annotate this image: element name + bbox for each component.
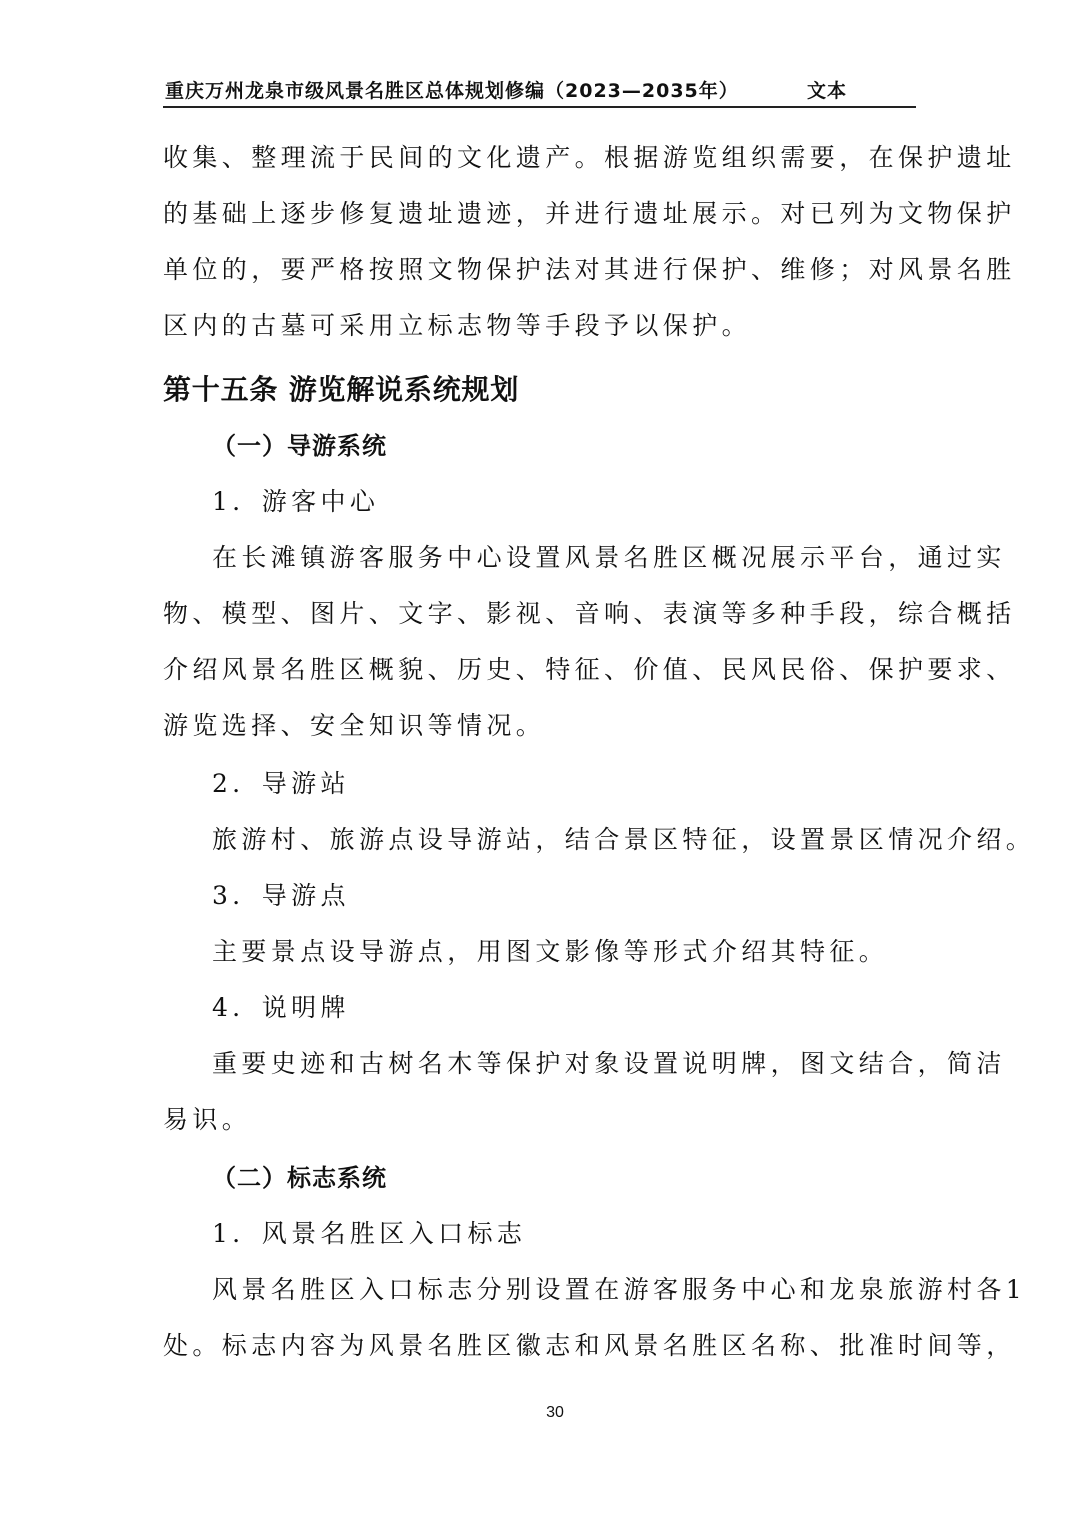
item-title: 4．说明牌 <box>212 993 350 1022</box>
body-line: 易识。 <box>163 1105 252 1134</box>
body-line: 的基础上逐步修复遗址遗迹，并进行遗址展示。对已列为文物保护 <box>163 199 1016 228</box>
body-line: 物、模型、图片、文字、影视、音响、表演等多种手段，综合概括 <box>163 599 1016 628</box>
body-line: 重要史迹和古树名木等保护对象设置说明牌，图文结合，简洁 <box>212 1049 1006 1078</box>
body-line: 主要景点设导游点，用图文影像等形式介绍其特征。 <box>212 937 889 966</box>
body-line: 游览选择、安全知识等情况。 <box>163 711 546 740</box>
body-line: 区内的古墓可采用立标志物等手段予以保护。 <box>163 311 752 340</box>
item-title: 1．游客中心 <box>212 487 380 516</box>
page-number: 30 <box>546 1404 564 1421</box>
section-title: （二）标志系统 <box>212 1164 387 1192</box>
document-type-label: 文本 <box>807 80 848 102</box>
body-line: 在长滩镇游客服务中心设置风景名胜区概况展示平台，通过实 <box>212 543 1006 572</box>
item-title: 2．导游站 <box>212 769 350 798</box>
body-line: 旅游村、旅游点设导游站，结合景区特征，设置景区情况介绍。 <box>212 825 1036 854</box>
document-title: 重庆万州龙泉市级风景名胜区总体规划修编（2023—2035年） <box>165 80 739 102</box>
body-line: 单位的，要严格按照文物保护法对其进行保护、维修；对风景名胜 <box>163 255 1016 284</box>
body-line: 收集、整理流于民间的文化遗产。根据游览组织需要，在保护遗址 <box>163 143 1016 172</box>
section-title: （一）导游系统 <box>212 432 387 460</box>
running-header <box>163 78 916 108</box>
item-title: 3．导游点 <box>212 881 350 910</box>
article-heading: 第十五条 游览解说系统规划 <box>163 373 520 406</box>
body-line: 风景名胜区入口标志分别设置在游客服务中心和龙泉旅游村各1 <box>212 1275 1027 1304</box>
body-line: 介绍风景名胜区概貌、历史、特征、价值、民风民俗、保护要求、 <box>163 655 1016 684</box>
body-line: 处。标志内容为风景名胜区徽志和风景名胜区名称、批准时间等， <box>163 1331 1016 1360</box>
item-title: 1．风景名胜区入口标志 <box>212 1219 527 1248</box>
